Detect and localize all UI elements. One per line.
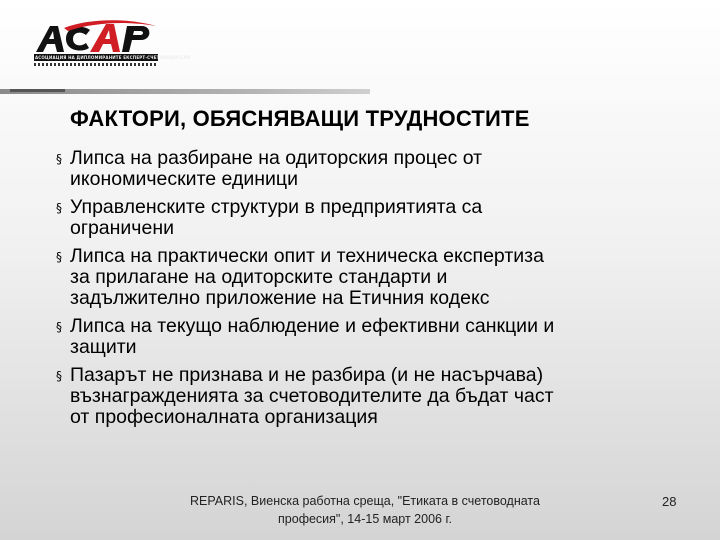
slide-title: ФАКТОРИ, ОБЯСНЯВАЩИ ТРУДНОСТИТЕ <box>70 106 530 131</box>
bullet-marker-icon: § <box>56 250 62 264</box>
bullet-line: Липса на разбиране на одиторския процес от <box>70 147 483 169</box>
bullet-line: Липса на текущо наблюдение и ефективни санкции и <box>70 315 555 337</box>
bullet-marker-icon: § <box>56 201 62 215</box>
acap-wordmark-graphic <box>34 20 158 54</box>
bullet-line: икономическите единици <box>70 168 298 190</box>
bullet-list <box>56 148 696 435</box>
bullet-item <box>56 365 696 428</box>
slide-footer <box>140 492 590 528</box>
acap-logo <box>34 20 191 74</box>
bullet-item <box>56 148 696 190</box>
bullet-item <box>56 246 696 309</box>
title-divider-accent <box>10 89 65 92</box>
footer-line: професия", 14-15 март 2006 г. <box>278 512 452 526</box>
footer-line: REPARIS, Виенска работна среща, "Етиката в счетоводната <box>190 494 540 508</box>
bullet-line: ограничени <box>70 217 174 239</box>
bullet-line: възнагражденията за счетоводителите да бъдат част <box>70 385 554 407</box>
bullet-marker-icon: § <box>56 320 62 334</box>
bullet-line: защити <box>70 336 137 358</box>
bullet-line: задължително приложение на Етичния кодекс <box>70 287 490 309</box>
bullet-marker-icon: § <box>56 152 62 166</box>
logo-sub-band <box>34 63 158 66</box>
bullet-line: Управленските структури в предприятията са <box>70 196 483 218</box>
bullet-line: за прилагане на одиторските стандарти и <box>70 266 448 288</box>
page-number: 28 <box>662 494 677 509</box>
bullet-line: Пазарът не признава и не разбира (и не насърчава) <box>70 364 544 386</box>
bullet-item <box>56 316 696 358</box>
bullet-line: от професионалната организация <box>70 406 378 428</box>
bullet-line: Липса на практически опит и техническа експертиза <box>70 245 544 267</box>
logo-tagline: АСОЦИАЦИЯ НА ДИПЛОМИРАНИТЕ ЕКСПЕРТ-СЧЕТОВОДИТЕЛИ <box>35 55 191 60</box>
bullet-item <box>56 197 696 239</box>
bullet-marker-icon: § <box>56 369 62 383</box>
